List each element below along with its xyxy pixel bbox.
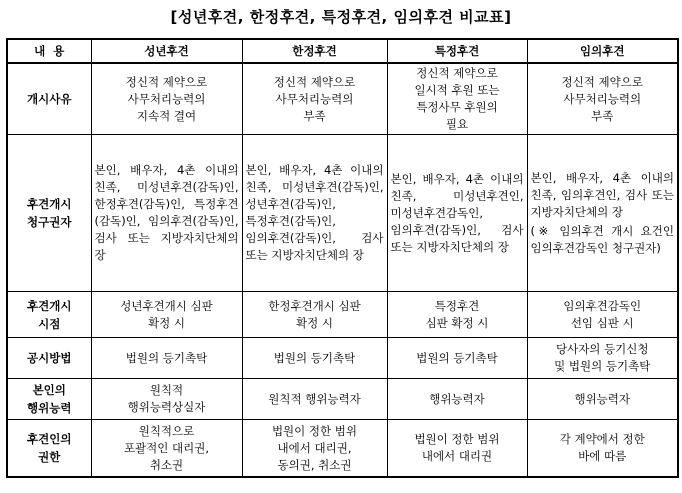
table-cell: 법원의 등기촉탁 bbox=[387, 338, 527, 379]
table-cell: 행위능력자 bbox=[387, 379, 527, 420]
table-row bbox=[7, 135, 678, 292]
table-cell: 법원의 등기촉탁 bbox=[91, 338, 242, 379]
row-label-commencement-time: 후견개시 시점 bbox=[7, 292, 91, 338]
row-label-legal-capacity: 본인의 행위능력 bbox=[7, 379, 91, 420]
table-cell: 각 계약에서 정한 바에 따름 bbox=[527, 420, 678, 478]
table-cell: 본인, 배우자, 4촌 이내의 친족, 미성년후견인, 미성년후견감독인, 임의후견(감독)인, 검사 또는 지방자치단체의 장 bbox=[387, 135, 527, 292]
table-cell: 한정후견개시 심판 확정 시 bbox=[242, 292, 387, 338]
header-content: 내 용 bbox=[7, 39, 91, 63]
table-header-row bbox=[7, 39, 678, 63]
table-row bbox=[7, 63, 678, 135]
table-cell: 특정후견 심판 확정 시 bbox=[387, 292, 527, 338]
table-cell: 정신적 제약으로 사무처리능력의 부족 bbox=[527, 63, 678, 135]
table-cell: 원칙적 행위능력상실자 bbox=[91, 379, 242, 420]
table-cell: 법원이 정한 범위 내에서 대리권, 동의권, 취소권 bbox=[242, 420, 387, 478]
table-cell: 본인, 배우자, 4촌 이내의 친족, 임의후견인, 검사 또는 지방자치단체의 장 (※ 임의후견 개시 요건인 임의후견감독인 청구권자) bbox=[527, 135, 678, 292]
header-voluntary-guardianship: 임의후견 bbox=[527, 39, 678, 63]
table-row bbox=[7, 420, 678, 478]
table-cell: 행위능력자 bbox=[527, 379, 678, 420]
table-cell: 당사자의 등기신청 및 법원의 등기촉탁 bbox=[527, 338, 678, 379]
table-cell: 정신적 제약으로 일시적 후원 또는 특정사무 후원의 필요 bbox=[387, 63, 527, 135]
table-row bbox=[7, 338, 678, 379]
voluntary-petitioner-note: (※ 임의후견 개시 요건인 임의후견감독인 청구권자) bbox=[530, 223, 674, 255]
comparison-table bbox=[6, 38, 679, 478]
table-cell: 임의후견감독인 선임 심판 시 bbox=[527, 292, 678, 338]
table-cell: 정신적 제약으로 사무처리능력의 지속적 결여 bbox=[91, 63, 242, 135]
page-title: [성년후견, 한정후견, 특정후견, 임의후견 비교표] bbox=[170, 8, 512, 26]
table-cell: 원칙적으로 포괄적인 대리권, 취소권 bbox=[91, 420, 242, 478]
table-cell: 본인, 배우자, 4촌 이내의 친족, 미성년후견(감독)인, 한정후견(감독)인, 특정후견(감독)인, 임의후견(감독)인, 검사 또는 지방자치단체의 장 bbox=[91, 135, 242, 292]
row-label-publication-method: 공시방법 bbox=[7, 338, 91, 379]
row-label-guardian-authority: 후견인의 권한 bbox=[7, 420, 91, 478]
table-cell: 정신적 제약으로 사무처리능력의 부족 bbox=[242, 63, 387, 135]
table-cell: 본인, 배우자, 4촌 이내의 친족, 미성년후견(감독)인, 성년후견(감독)인, 특정후견(감독)인, 임의후견(감독)인, 검사 또는 지방자치단체의 장 bbox=[242, 135, 387, 292]
table-row bbox=[7, 379, 678, 420]
table-cell: 원칙적 행위능력자 bbox=[242, 379, 387, 420]
row-label-petitioners: 후견개시 청구권자 bbox=[7, 135, 91, 292]
table-cell: 법원이 정한 범위 내에서 대리권 bbox=[387, 420, 527, 478]
table-row bbox=[7, 292, 678, 338]
header-limited-guardianship: 한정후견 bbox=[242, 39, 387, 63]
row-label-commencement-reason: 개시사유 bbox=[7, 63, 91, 135]
table-cell: 법원의 등기촉탁 bbox=[242, 338, 387, 379]
header-adult-guardianship: 성년후견 bbox=[91, 39, 242, 63]
header-specific-guardianship: 특정후견 bbox=[387, 39, 527, 63]
table-cell: 성년후견개시 심판 확정 시 bbox=[91, 292, 242, 338]
